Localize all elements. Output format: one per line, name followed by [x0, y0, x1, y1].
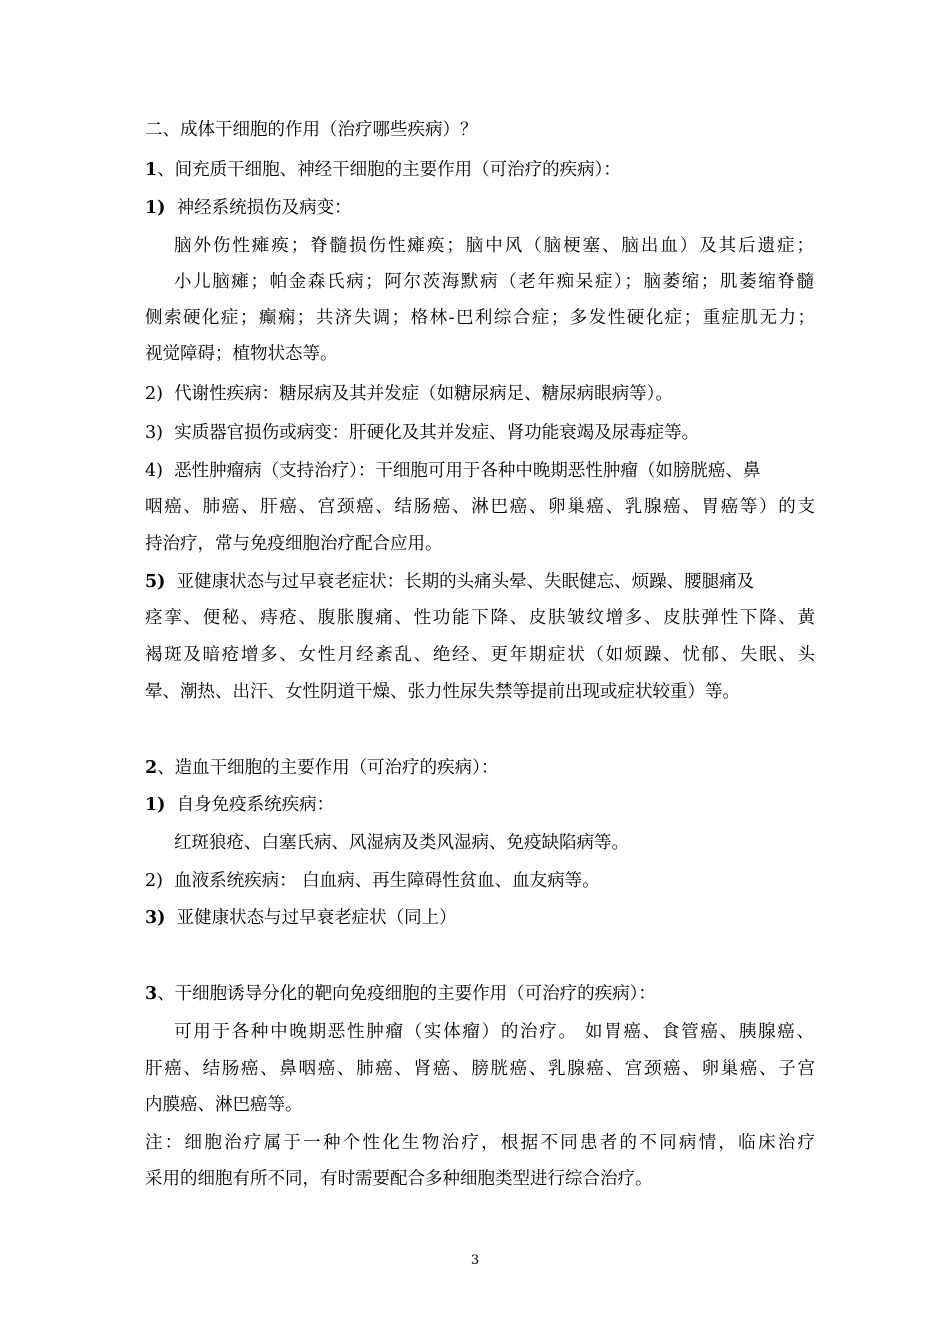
s2-item2-text: 血液系统疾病： 白血病、再生障碍性贫血、血友病等。 [174, 871, 600, 891]
section-heading: 二、成体干细胞的作用（治疗哪些疾病）？ [145, 120, 478, 140]
s1-item5-line1: 亚健康状态与过早衰老症状：长期的头痛头晕、失眠健忘、烦躁、腰腿痛及 [176, 572, 755, 592]
s3-line3: 内膜癌、淋巴癌等。 [145, 1095, 303, 1115]
s1-item5-line4: 晕、潮热、出汗、女性阴道干燥、张力性尿失禁等提前出现或症状较重）等。 [145, 682, 740, 702]
s1-item2 [145, 382, 815, 406]
s1-item5-line2: 痉挛、便秘、痔疮、腹胀腹痛、性功能下降、皮肤皱纹增多、皮肤弹性下降、黄 [145, 608, 815, 628]
s2-item3 [145, 906, 815, 930]
s1-item2-number: 2) [145, 384, 163, 404]
s1-item4-line3: 持治疗，常与免疫细胞治疗配合应用。 [145, 534, 443, 554]
s1-item1-number: 1) [145, 198, 166, 218]
s2-item3-text: 亚健康状态与过早衰老症状（同上） [176, 908, 457, 928]
s1-item4-line1: 恶性肿瘤病（支持治疗）：干细胞可用于各种中晚期恶性肿瘤（如膀胱癌、鼻 [174, 461, 761, 481]
s1-item1-line2: 小儿脑瘫；帕金森氏病；阿尔茨海默病（老年痴呆症）；脑萎缩；肌萎缩脊髓 [174, 272, 814, 292]
s1-item4-number: 4) [145, 461, 163, 481]
s1-item1-line3: 侧索硬化症；癫痫；共济失调；格林-巴利综合症；多发性硬化症；重症肌无力； [145, 308, 815, 328]
note-line2: 采用的细胞有所不同，有时需要配合多种细胞类型进行综合治疗。 [145, 1169, 653, 1189]
s1-item4-line1-row [145, 459, 815, 483]
section1-title: 、间充质干细胞、神经干细胞的主要作用（可治疗的疾病）： [157, 160, 621, 180]
s1-item5-line3: 褐斑及暗疮增多、女性月经紊乱、绝经、更年期症状（如烦躁、忧郁、失眠、头 [145, 645, 815, 665]
s1-item5-line1-row [145, 570, 815, 594]
s3-line1: 可用于各种中晚期恶性肿瘤（实体瘤）的治疗。 如胃癌、食管癌、胰腺癌、 [174, 1022, 814, 1042]
s1-item1-heading [145, 196, 815, 220]
page-number: 3 [470, 1253, 480, 1268]
section2-heading [145, 756, 815, 780]
section2-number: 2 [145, 758, 158, 778]
s1-item3-text: 实质器官损伤或病变：肝硬化及其并发症、肾功能衰竭及尿毒症等。 [174, 423, 700, 443]
s2-item2-number: 2) [145, 871, 163, 891]
s2-item3-number: 3) [145, 908, 166, 928]
s3-line2: 肝癌、结肠癌、鼻咽癌、肺癌、肾癌、膀胱癌、乳腺癌、宫颈癌、卵巢癌、子宫 [145, 1059, 815, 1079]
section3-number: 3 [145, 984, 158, 1004]
s2-item1-heading [145, 793, 815, 817]
s1-item1-line4: 视觉障碍；植物状态等。 [145, 344, 338, 364]
s1-item1-title: 神经系统损伤及病变： [176, 198, 352, 218]
s1-item3-number: 3) [145, 423, 163, 443]
s2-item1-line1: 红斑狼疮、白塞氏病、风湿病及类风湿病、免疫缺陷病等。 [174, 833, 629, 853]
section3-title: 、干细胞诱导分化的靶向免疫细胞的主要作用（可治疗的疾病）： [157, 984, 656, 1004]
section2-title: 、造血干细胞的主要作用（可治疗的疾病）： [157, 758, 499, 778]
s2-item1-title: 自身免疫系统疾病： [176, 795, 335, 815]
s1-item1-line1: 脑外伤性瘫痪；脊髓损伤性瘫痪；脑中风（脑梗塞、脑出血）及其后遗症； [174, 236, 814, 256]
s2-item1-number: 1) [145, 795, 166, 815]
s1-item3 [145, 421, 815, 445]
section3-heading [145, 982, 815, 1006]
s1-item2-text: 代谢性疾病：糖尿病及其并发症（如糖尿病足、糖尿病眼病等）。 [174, 384, 673, 404]
s1-item5-number: 5) [145, 572, 166, 592]
note-line1: 注：细胞治疗属于一种个性化生物治疗，根据不同患者的不同病情，临床治疗 [145, 1133, 815, 1153]
section1-heading [145, 158, 815, 182]
section1-number: 1 [145, 160, 158, 180]
s2-item2 [145, 869, 815, 893]
s1-item4-line2: 咽癌、肺癌、肝癌、宫颈癌、结肠癌、淋巴癌、卵巢癌、乳腺癌、胃癌等）的支 [145, 497, 815, 517]
